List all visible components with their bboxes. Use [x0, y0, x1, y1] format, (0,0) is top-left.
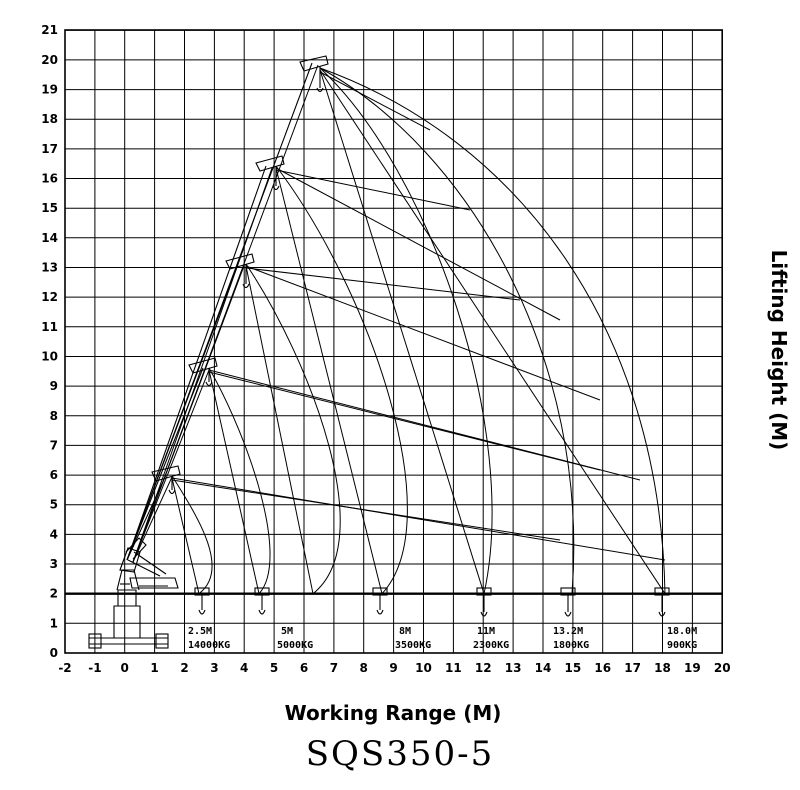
- y-tick: 18: [41, 112, 58, 127]
- load-capacity-label: 2300KG: [473, 640, 510, 651]
- y-tick: 14: [41, 230, 58, 245]
- load-range-label: 13.2M: [553, 626, 584, 637]
- x-tick: 11: [445, 661, 462, 675]
- y-axis-tick-labels: [41, 23, 58, 660]
- x-tick: -1: [88, 661, 102, 675]
- x-tick: 14: [534, 661, 552, 675]
- chart-title: SQS350-5: [305, 734, 495, 774]
- y-tick: 12: [41, 290, 58, 305]
- y-tick: 16: [41, 171, 58, 186]
- x-tick: 4: [240, 661, 249, 675]
- x-axis-title: Working Range (M): [284, 701, 502, 725]
- y-tick: 19: [41, 82, 58, 97]
- y-tick: 8: [49, 408, 58, 423]
- y-tick: 7: [49, 438, 58, 453]
- x-tick: 2: [180, 661, 189, 675]
- x-tick: 3: [210, 661, 219, 675]
- y-tick: 0: [49, 646, 58, 660]
- x-tick: 7: [329, 661, 339, 675]
- y-tick: 11: [41, 319, 58, 334]
- x-tick: 20: [713, 661, 731, 675]
- x-tick: 17: [624, 661, 641, 675]
- x-tick: 6: [299, 661, 309, 675]
- load-range-label: 18.0M: [667, 626, 698, 637]
- x-tick: 13: [504, 661, 522, 675]
- y-axis-title: Lifting Height (M): [767, 249, 791, 451]
- y-tick: 5: [49, 497, 58, 512]
- load-capacity-label: 5000KG: [277, 640, 314, 651]
- x-tick: 8: [359, 661, 368, 675]
- x-tick: 15: [564, 661, 582, 675]
- y-tick: 4: [49, 527, 58, 542]
- x-tick: 5: [269, 661, 279, 675]
- x-tick: 12: [474, 661, 492, 675]
- load-range-label: 8M: [399, 626, 412, 637]
- y-tick: 10: [41, 349, 58, 364]
- load-range-label: 11M: [477, 626, 496, 637]
- y-tick: 1: [49, 616, 58, 631]
- load-range-label: 2.5M: [188, 626, 213, 637]
- x-tick: 19: [684, 661, 701, 675]
- y-tick: 6: [49, 468, 58, 483]
- y-tick: 21: [41, 23, 58, 38]
- load-capacity-label: 14000KG: [188, 640, 231, 651]
- load-capacity-label: 3500KG: [395, 640, 432, 651]
- y-tick: 15: [41, 201, 58, 216]
- x-axis-tick-labels: [58, 661, 730, 675]
- y-tick: 9: [49, 379, 58, 394]
- x-tick: 9: [389, 661, 398, 675]
- x-tick: -2: [58, 661, 72, 675]
- y-tick: 3: [49, 557, 58, 571]
- load-range-label: 5M: [281, 626, 294, 637]
- load-capacity-label: 900KG: [667, 640, 698, 651]
- load-capacity-label: 1800KG: [553, 640, 590, 651]
- y-tick: 17: [41, 141, 58, 156]
- x-tick: 18: [654, 661, 671, 675]
- x-tick: 1: [150, 661, 159, 675]
- y-tick: 20: [41, 52, 58, 67]
- x-tick: 0: [120, 661, 129, 675]
- y-tick: 2: [49, 586, 58, 601]
- x-tick: 16: [594, 661, 612, 675]
- y-tick: 13: [41, 260, 58, 275]
- x-tick: 10: [415, 661, 432, 675]
